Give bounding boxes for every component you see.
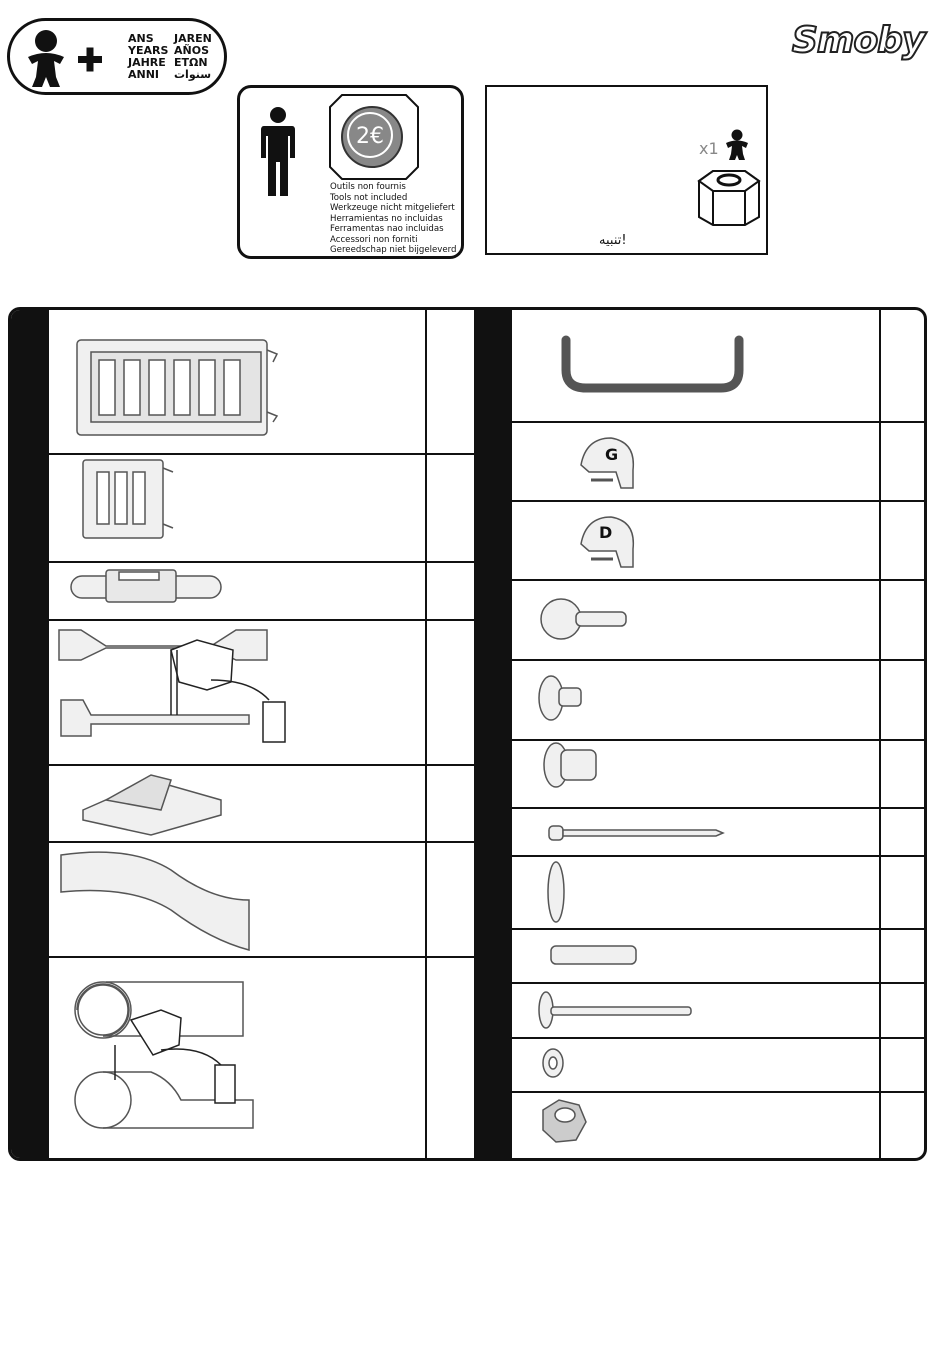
plug-part bbox=[544, 743, 596, 787]
ladder-short-part bbox=[83, 460, 173, 538]
hood-right-letter: D bbox=[599, 523, 613, 542]
tools-line: Outils non fournis bbox=[330, 182, 406, 192]
nut-icon bbox=[695, 167, 763, 227]
ladder-long-part bbox=[77, 340, 277, 435]
slide-part bbox=[61, 852, 249, 950]
child-figure-icon bbox=[725, 129, 749, 161]
tools-list bbox=[330, 182, 457, 256]
handle-part bbox=[566, 340, 739, 388]
age-words: ANS JAREN YEARS AÑOS JAHRE ΕΤΩΝ ANNI سنوات bbox=[128, 32, 212, 81]
tools-line: Tools not included bbox=[330, 192, 408, 203]
bolt-part bbox=[539, 992, 691, 1028]
frame-bar-upper bbox=[59, 630, 267, 660]
small-parts-warning-box bbox=[485, 85, 768, 255]
tools-line: Accessori non forniti bbox=[330, 234, 418, 245]
hood-left-letter: G bbox=[605, 445, 619, 464]
spacer-part bbox=[551, 946, 636, 964]
large-washer-part bbox=[548, 862, 564, 922]
slide-base-part bbox=[83, 775, 221, 835]
knob-bolt-part bbox=[541, 599, 626, 639]
tools-line: Herramientas no incluidas bbox=[330, 213, 443, 224]
coin-label: 2€ bbox=[356, 124, 384, 149]
tools-line: Werkzeuge nicht mitgeliefert bbox=[330, 203, 455, 213]
nylon-nut-part bbox=[543, 1100, 586, 1142]
cutter-icon bbox=[171, 640, 285, 742]
warning-count: x1 bbox=[699, 139, 719, 158]
tools-not-included-box bbox=[237, 85, 464, 259]
warning-arabic-text: تنبيه! bbox=[599, 233, 627, 248]
wood-screw-part bbox=[549, 826, 723, 840]
tools-line: Gereedschap niet bijgeleverd bbox=[330, 245, 457, 255]
age-badge bbox=[7, 18, 227, 95]
connector-part bbox=[71, 570, 221, 602]
brand-logo: Smoby bbox=[792, 20, 925, 61]
adult-figure-icon bbox=[258, 106, 298, 198]
parts-table bbox=[8, 307, 927, 1161]
child-figure-icon bbox=[20, 29, 105, 89]
coin-icon bbox=[328, 93, 420, 181]
parts-drawings bbox=[11, 310, 924, 1158]
frame-bar-lower bbox=[61, 700, 249, 736]
small-washer-part bbox=[543, 1049, 563, 1077]
cap-screw-part bbox=[539, 676, 581, 720]
tools-line: Ferramentas nao incluidas bbox=[330, 224, 444, 234]
